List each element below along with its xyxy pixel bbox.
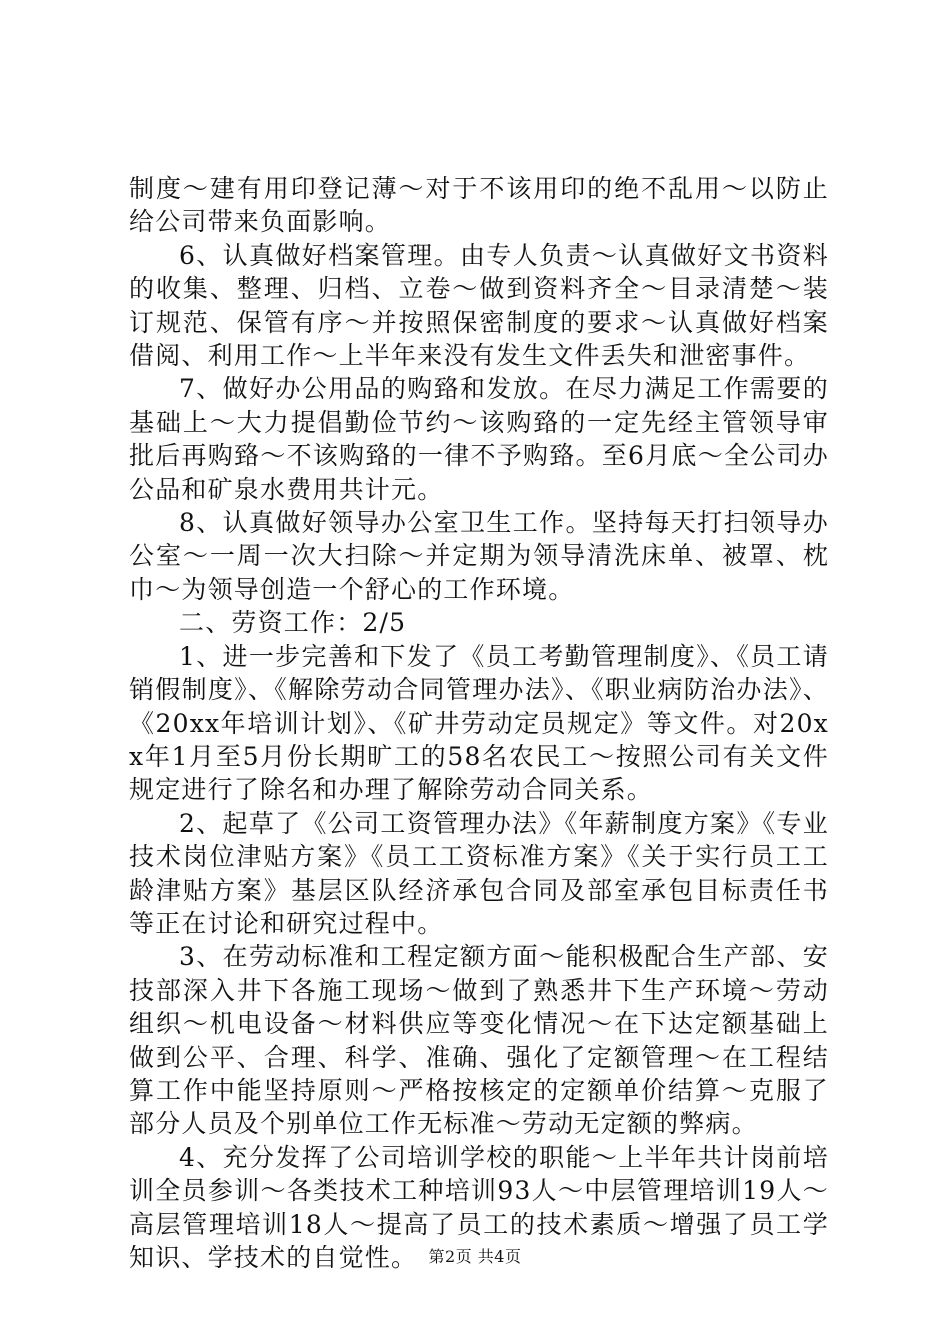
paragraph-training: 4、充分发挥了公司培训学校的职能～上半年共计岗前培训全员参训～各类技术工种培训93人～中层管理培训19人～高层管理培训18人～提高了员工的技术素质～增强了员工学知识、学技术的自觉性。 [129, 1142, 829, 1272]
paragraph-regulations: 1、进一步完善和下发了《员工考勤管理制度》、《员工请销假制度》、《解除劳动合同管理办法》、《职业病防治办法》、《20xx年培训计划》、《矿井劳动定员规定》等文件。对20xx年1月至5月份长期旷工的58名农民工～按照公司有关文件规定进行了除名和办理了解除劳动合同关系。 [129, 641, 829, 805]
paragraph-continuation: 制度～建有用印登记薄～对于不该用印的绝不乱用～以防止给公司带来负面影响。 [129, 174, 829, 237]
paragraph-wage-drafts: 2、起草了《公司工资管理办法》《年薪制度方案》《专业技术岗位津贴方案》《员工工资标准方案》《关于实行员工工龄津贴方案》基层区队经济承包合同及部室承包目标责任书等正在讨论和研究过程中。 [129, 808, 829, 938]
paragraph-labor-standards: 3、在劳动标准和工程定额方面～能积极配合生产部、安技部深入井下各施工现场～做到了熟悉井下生产环境～劳动组织～机电设备～材料供应等变化情况～在下达定额基础上做到公平、合理、科学、准确、强化了定额管理～在工程结算工作中能坚持原则～严格按核定的定额单价结算～克服了部分人员及个别单位工作无标准～劳动无定额的弊病。 [129, 942, 829, 1139]
document-body [129, 172, 829, 1274]
paragraph-office-cleaning: 8、认真做好领导办公室卫生工作。坚持每天打扫领导办公室～一周一次大扫除～并定期为领导清洗床单、被罩、枕巾～为领导创造一个舒心的工作环境。 [129, 508, 829, 604]
page-footer: 第2页 共4页 [428, 1247, 522, 1266]
paragraph-office-supplies: 7、做好办公用品的购臵和发放。在尽力满足工作需要的基础上～大力提倡勤俭节约～该购臵的一定先经主管领导审批后再购臵～不该购臵的一律不予购臵。至6月底～全公司办公品和矿泉水费用共计元。 [129, 374, 829, 504]
section-heading-labor: 二、劳资工作：2/5 [179, 608, 407, 638]
paragraph-archive-management: 6、认真做好档案管理。由专人负责～认真做好文书资料的收集、整理、归档、立卷～做到资料齐全～目录清楚～装订规范、保管有序～并按照保密制度的要求～认真做好档案借阅、利用工作～上半年来没有发生文件丢失和泄密事件。 [129, 240, 829, 371]
